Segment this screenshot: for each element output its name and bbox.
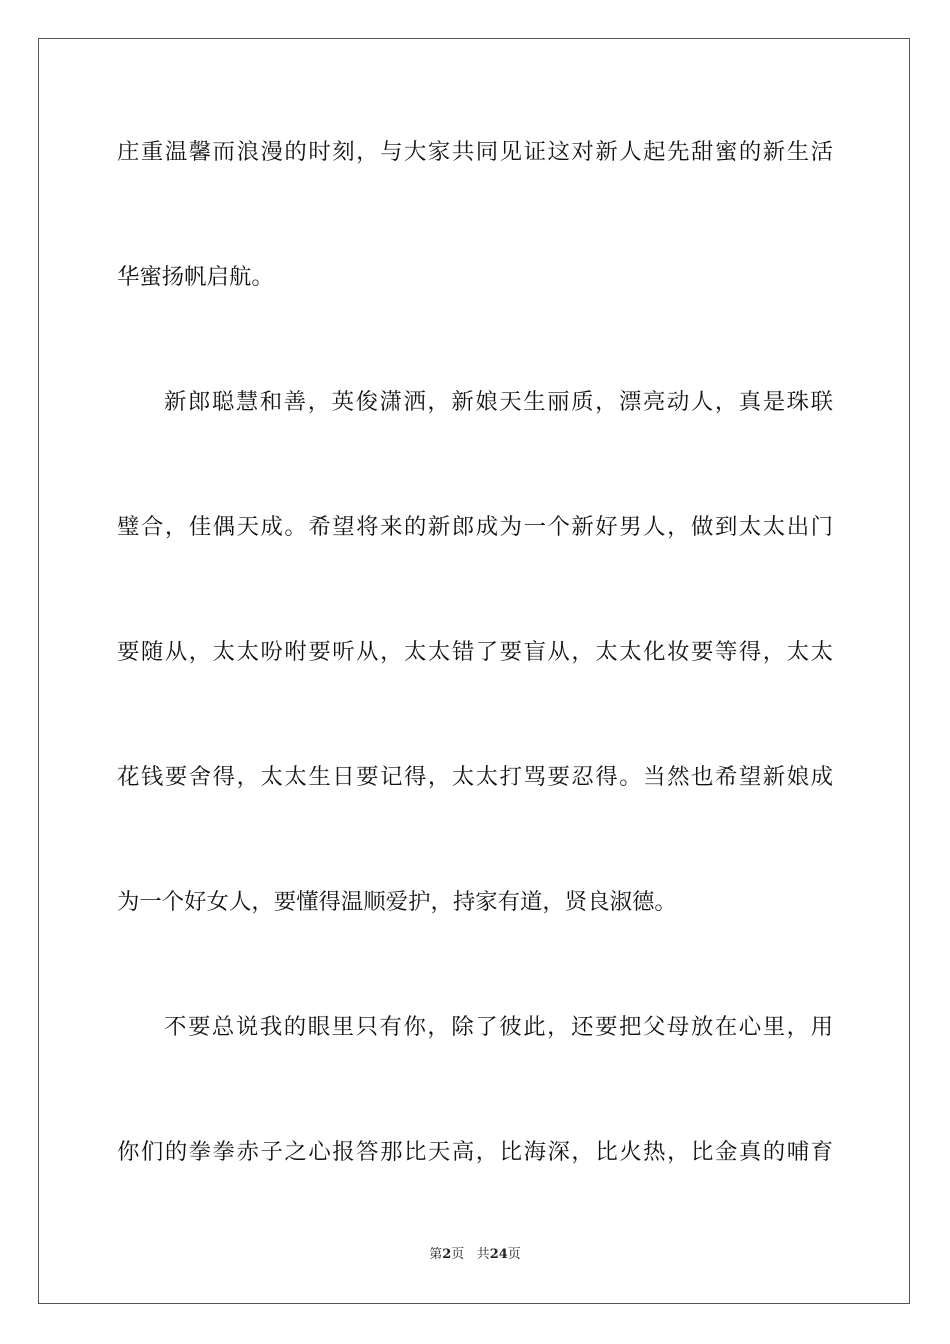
footer-page-suffix: 页 bbox=[451, 1247, 465, 1262]
text-line-2: 华蜜扬帆启航。 bbox=[117, 264, 274, 290]
text-line-3: 新郎聪慧和善，英俊潇洒，新娘天生丽质，漂亮动人，真是珠联 bbox=[164, 389, 833, 415]
text-line-6: 花钱要舍得，太太生日要记得，太太打骂要忍得。当然也希望新娘成 bbox=[117, 764, 833, 790]
text-line-7: 为一个好女人，要懂得温顺爱护，持家有道，贤良淑德。 bbox=[117, 889, 677, 915]
page-footer bbox=[0, 1247, 950, 1263]
text-line-1: 庄重温馨而浪漫的时刻，与大家共同见证这对新人起先甜蜜的新生活 bbox=[117, 139, 833, 165]
footer-total-prefix: 共 bbox=[476, 1247, 490, 1262]
total-pages-number: 24 bbox=[489, 1247, 508, 1262]
text-line-9: 你们的拳拳赤子之心报答那比天高，比海深，比火热，比金真的哺育 bbox=[117, 1139, 833, 1165]
text-line-4: 璧合，佳偶天成。希望将来的新郎成为一个新好男人，做到太太出门 bbox=[117, 514, 833, 540]
text-line-5: 要随从，太太吩咐要听从，太太错了要盲从，太太化妆要等得，太太 bbox=[117, 639, 833, 665]
page-frame bbox=[38, 38, 910, 1304]
footer-prefix: 第 bbox=[429, 1247, 443, 1262]
current-page-number: 2 bbox=[442, 1247, 452, 1262]
footer-total-suffix: 页 bbox=[507, 1247, 521, 1262]
text-line-8: 不要总说我的眼里只有你，除了彼此，还要把父母放在心里，用 bbox=[164, 1014, 833, 1040]
